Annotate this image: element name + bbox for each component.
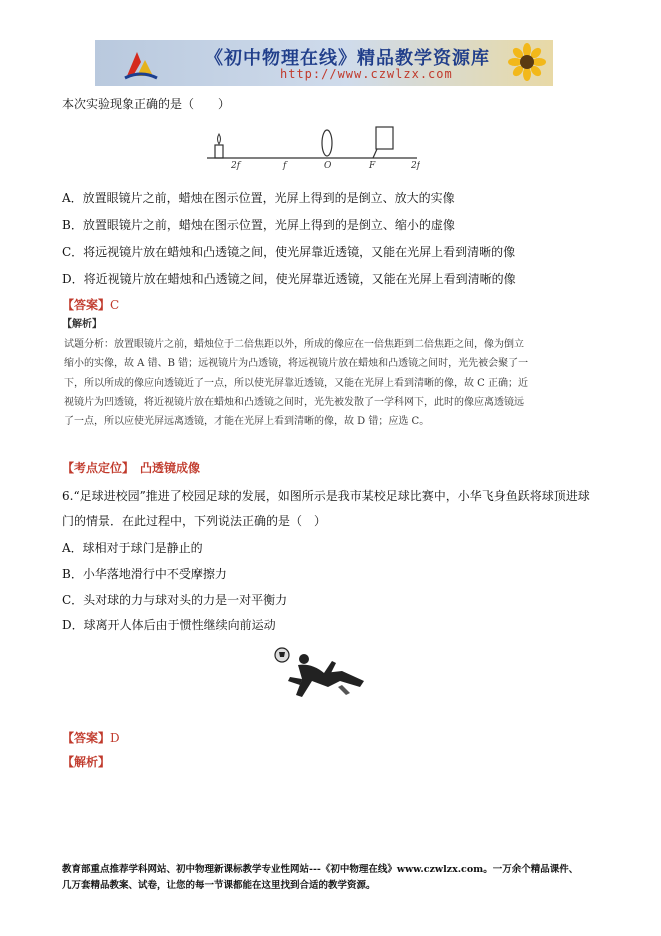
q5-analysis-body xyxy=(64,335,544,431)
analysis-line: 试题分析：放置眼镜片之前，蜡烛位于二倍焦距以外，所成的像应在一倍焦距到二倍焦距之间，像为倒立 xyxy=(64,339,524,350)
q6-option-b: B．小华落地滑行中不受摩擦力 xyxy=(62,567,227,581)
banner-url[interactable]: http://www.czwlzx.com xyxy=(280,67,453,81)
analysis-line: 缩小的实像，故 A 错、B 错；远视镜片为凸透镜，将远视镜片放在蜡烛和凸透镜之间时，光先被会聚了一 xyxy=(64,358,529,370)
q6-option-c: C．头对球的力与球对头的力是一对平衡力 xyxy=(62,593,288,607)
q5-option-d: D．将近视镜片放在蜡烛和凸透镜之间，使光屏靠近透镜，又能在光屏上看到清晰的像 xyxy=(62,272,516,286)
lens-experiment-figure xyxy=(205,125,420,170)
q6-option-d: D．球离开人体后由于惯性继续向前运动 xyxy=(62,618,276,632)
footer-line1: 教育部重点推荐学科网站、初中物理新课标教学专业性网站---《初中物理在线》www.czwlzx.com。一万余个精品课件、 xyxy=(62,864,579,875)
player-head-icon xyxy=(299,654,309,664)
q6-option-a: A．球相对于球门是静止的 xyxy=(62,541,203,555)
answer-value: D xyxy=(110,731,120,745)
candle-icon xyxy=(215,145,223,158)
screen-icon xyxy=(376,127,393,149)
analysis-line: 下，所以所成的像应向透镜近了一点，所以使光屏靠近透镜，又能在光屏上看到清晰的像，故 C 正确；近 xyxy=(64,377,529,389)
label-2f-right: 2f xyxy=(411,161,420,170)
q5-option-b: B．放置眼镜片之前，蜡烛在图示位置，光屏上得到的是倒立、缩小的虚像 xyxy=(62,218,455,232)
answer-value: C xyxy=(110,298,120,312)
analysis-line: 视镜片为凹透镜，将近视镜片放在蜡烛和凸透镜之间时，光先被发散了一学科网下，此时的像应离透镜远 xyxy=(64,396,524,408)
q5-option-a: A．放置眼镜片之前，蜡烛在图示位置，光屏上得到的是倒立、放大的实像 xyxy=(62,191,455,205)
banner-title: 《初中物理在线》精品教学资源库 xyxy=(205,48,490,69)
footer-line2: 几万套精品教案、试卷，让您的每一节课都能在这里找到合适的教学资源。 xyxy=(62,880,376,891)
q6-analysis-tag: 【解析】 xyxy=(62,755,111,769)
label-2f-left: 2f xyxy=(231,161,241,170)
q5-option-c: C．将远视镜片放在蜡烛和凸透镜之间，使光屏靠近透镜，又能在光屏上看到清晰的像 xyxy=(62,245,516,259)
kaodian-value: 凸透镜成像 xyxy=(140,461,201,475)
q5-stem: 本次实验现象正确的是（ ） xyxy=(62,97,231,111)
q5-analysis-tag: 【解析】 xyxy=(62,319,102,330)
q5-answer xyxy=(62,296,119,313)
sunflower-image xyxy=(505,42,549,84)
answer-tag: 【答案】 xyxy=(62,298,111,312)
label-o: O xyxy=(324,161,332,170)
q6-stem-line2: 门的情景．在此过程中，下列说法正确的是（ ） xyxy=(62,514,327,528)
q5-kaodian xyxy=(62,459,200,476)
q6-answer xyxy=(62,729,120,746)
label-F: F xyxy=(369,161,376,170)
soccer-player-figure xyxy=(272,645,382,715)
analysis-line: 了一点，所以应使光屏远离透镜，才能在光屏上看到清晰的像，故 D 错；应选 C。 xyxy=(64,416,430,428)
site-logo-icon xyxy=(123,48,159,80)
q6-stem-line1: 6.“足球进校园”推进了校园足球的发展，如图所示是我市某校足球比赛中，小华飞身鱼跃将球顶进球 xyxy=(62,489,590,503)
header-banner xyxy=(95,40,553,86)
convex-lens-icon xyxy=(322,130,332,156)
page-footer xyxy=(62,862,578,894)
answer-tag: 【答案】 xyxy=(62,731,111,745)
label-f: f xyxy=(283,161,287,170)
flame-icon xyxy=(218,134,221,144)
kaodian-tag: 【考点定位】 xyxy=(62,461,135,475)
